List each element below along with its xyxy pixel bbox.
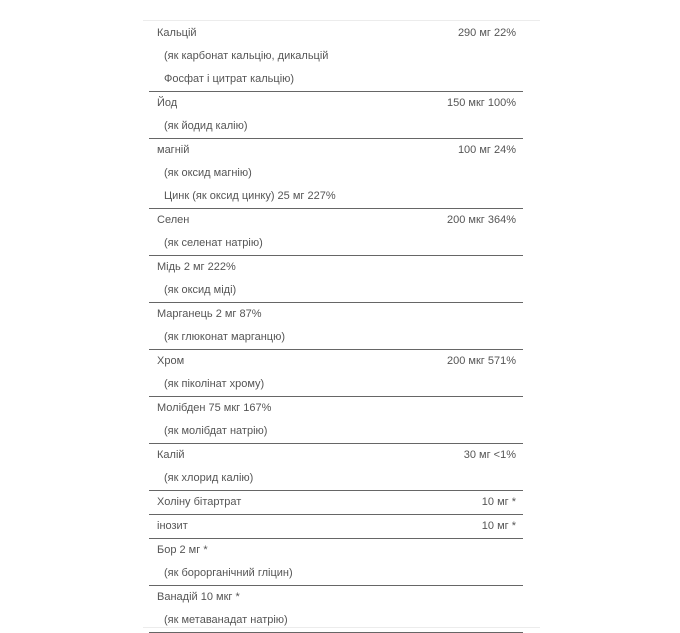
nutrient-name: Холіну бітартрат [157, 496, 242, 508]
nutrient-name: Ванадій 10 мкг * [157, 591, 240, 603]
supplement-facts-table [149, 22, 523, 633]
nutrient-name: Калій [157, 449, 185, 461]
table-row [149, 491, 523, 515]
nutrient-name: магній [157, 144, 190, 156]
nutrient-note: (як хлорид калію) [164, 472, 254, 484]
table-row [149, 256, 523, 303]
nutrient-value: 100 мг 24% [457, 144, 516, 156]
nutrient-value: 30 мг <1% [463, 449, 516, 461]
table-row [149, 515, 523, 539]
top-divider [143, 20, 540, 21]
bottom-divider [143, 627, 540, 628]
table-row [149, 209, 523, 256]
nutrient-name: Хром [157, 355, 185, 367]
nutrient-value: 290 мг 22% [457, 27, 516, 39]
nutrient-name: Марганець 2 мг 87% [157, 308, 262, 320]
table-row [149, 303, 523, 350]
nutrient-note: (як молібдат натрію) [164, 425, 268, 437]
nutrient-value: 200 мкг 571% [447, 355, 516, 367]
nutrient-note: (як оксид магнію) [164, 167, 252, 179]
nutrient-value: 10 мг * [481, 520, 516, 532]
table-row [149, 139, 523, 209]
table-row [149, 586, 523, 633]
nutrient-note: (як піколінат хрому) [164, 378, 265, 390]
nutrient-note: (як борорганічний гліцин) [164, 567, 293, 579]
nutrient-note: (як карбонат кальцію, дикальцій [164, 50, 329, 62]
table-row [149, 444, 523, 491]
nutrient-note: (як йодид калію) [164, 120, 248, 132]
table-row [149, 92, 523, 139]
nutrient-name: Селен [157, 214, 190, 226]
table-row [149, 539, 523, 586]
table-row [149, 397, 523, 444]
nutrient-value: 150 мкг 100% [447, 97, 516, 109]
nutrient-note: (як селенат натрію) [164, 237, 263, 249]
nutrient-name: Йод [157, 97, 178, 109]
nutrient-name: Бор 2 мг * [157, 544, 208, 556]
nutrient-note: (як оксид міді) [164, 284, 237, 296]
nutrient-note: (як глюконат марганцю) [164, 331, 285, 343]
nutrient-name: Молібден 75 мкг 167% [157, 402, 272, 414]
nutrient-name: Кальцій [157, 27, 197, 39]
nutrient-note: Фосфат і цитрат кальцію) [164, 73, 295, 85]
nutrient-name: інозит [157, 520, 188, 532]
table-row [149, 350, 523, 397]
nutrient-note: (як метаванадат натрію) [164, 614, 288, 626]
table-row [149, 22, 523, 92]
nutrient-value: 10 мг * [481, 496, 516, 508]
nutrient-name: Мідь 2 мг 222% [157, 261, 236, 273]
nutrient-value: 200 мкг 364% [447, 214, 516, 226]
nutrient-note: Цинк (як оксид цинку) 25 мг 227% [164, 190, 336, 202]
